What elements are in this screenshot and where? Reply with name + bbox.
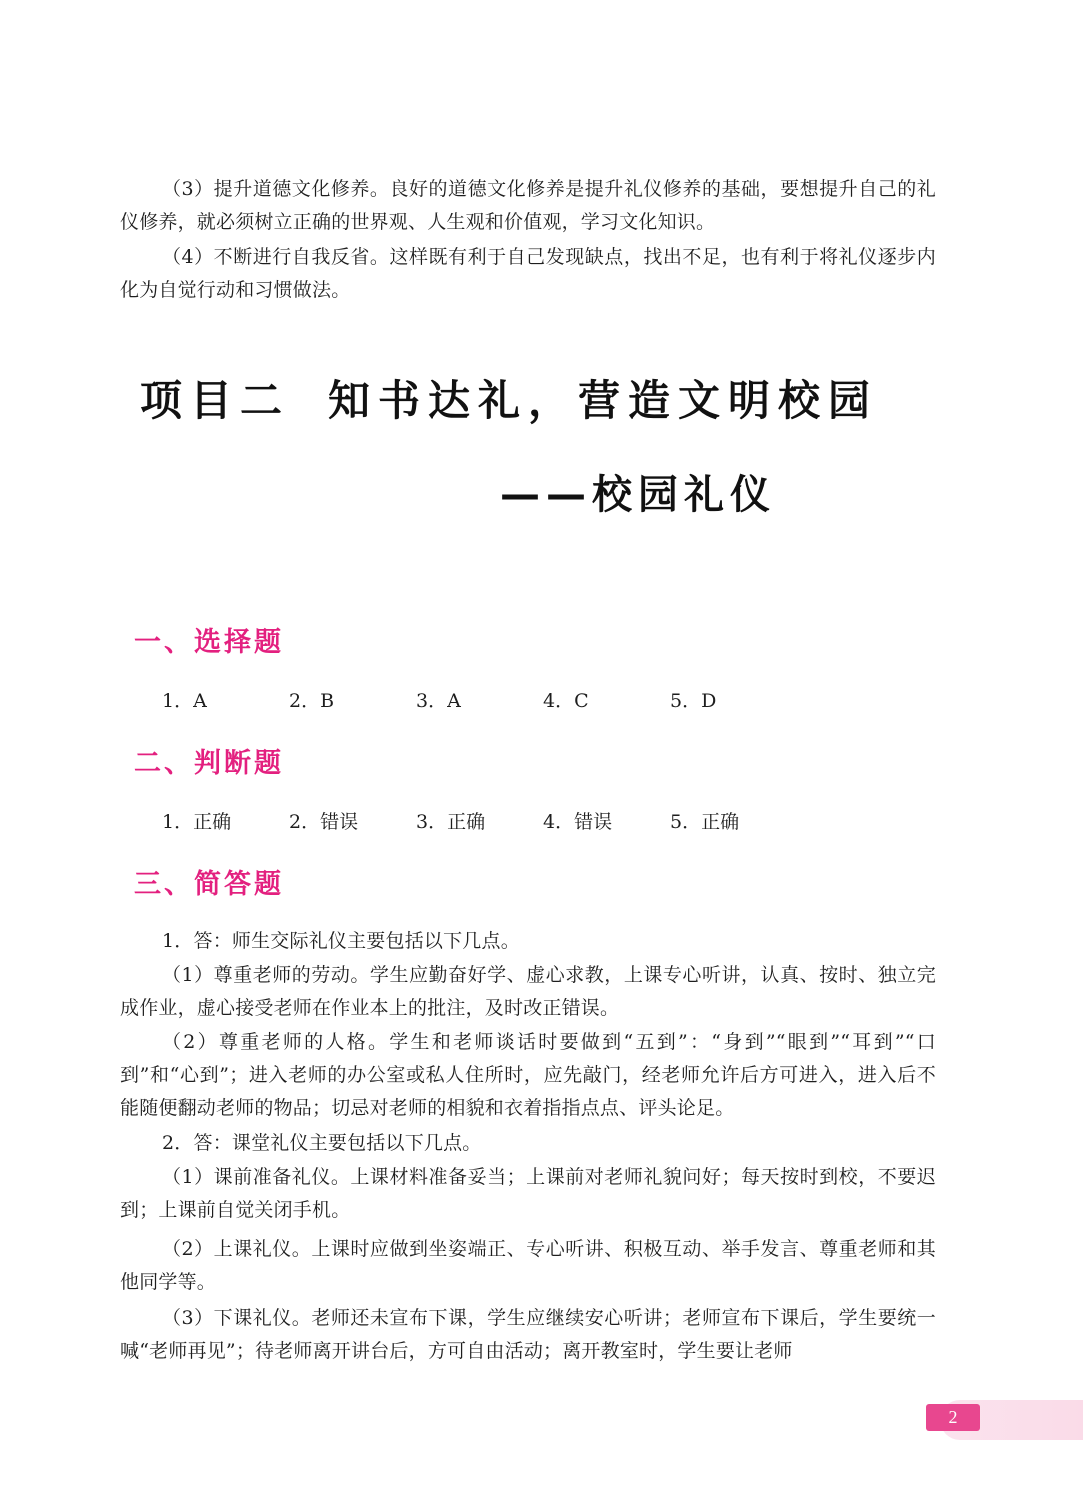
- choice-answer: 1．A: [162, 690, 207, 712]
- judge-answer: 4．错误: [543, 811, 613, 833]
- project-name: 知书达礼，营造文明校园: [328, 376, 879, 425]
- judge-answers: [162, 807, 797, 834]
- project-number: 项目二: [140, 376, 291, 425]
- project-title: [140, 368, 940, 428]
- choice-answer: 5．D: [670, 690, 717, 712]
- choice-answer: 4．C: [543, 690, 589, 712]
- choice-answer: 3．A: [416, 690, 461, 712]
- section-heading-choice: 一、选择题: [134, 627, 284, 658]
- choice-answers: [162, 686, 797, 713]
- choice-answer: 2．B: [289, 690, 335, 712]
- project-subtitle: ——校园礼仪: [500, 472, 776, 518]
- judge-answer: 2．错误: [289, 811, 359, 833]
- short-answer-paragraph: （3）下课礼仪。老师还未宣布下课，学生应继续安心听讲；老师宣布下课后，学生要统一喊“老师再见”；待老师离开讲台后，方可自由活动；离开教室时，学生要让老师: [120, 1307, 936, 1362]
- short-answer-paragraph: （2）上课礼仪。上课时应做到坐姿端正、专心听讲、积极互动、举手发言、尊重老师和其他同学等。: [120, 1238, 936, 1293]
- intro-paragraph-3: （3）提升道德文化修养。良好的道德文化修养是提升礼仪修养的基础，要想提升自己的礼仪修养，就必须树立正确的世界观、人生观和价值观，学习文化知识。: [120, 178, 936, 233]
- judge-answer: 3．正确: [416, 811, 486, 833]
- judge-answer: 5．正确: [670, 811, 740, 833]
- page-number: 2: [926, 1404, 980, 1431]
- short-answer-paragraph: （1）课前准备礼仪。上课材料准备妥当；上课前对老师礼貌问好；每天按时到校，不要迟到；上课前自觉关闭手机。: [120, 1166, 936, 1221]
- section-heading-short: 三、简答题: [134, 869, 284, 900]
- short-answer-paragraph: （1）尊重老师的劳动。学生应勤奋好学、虚心求教，上课专心听讲，认真、按时、独立完成作业，虚心接受老师在作业本上的批注，及时改正错误。: [120, 964, 936, 1019]
- intro-paragraph-4: （4）不断进行自我反省。这样既有利于自己发现缺点，找出不足，也有利于将礼仪逐步内化为自觉行动和习惯做法。: [120, 246, 936, 301]
- section-heading-judge: 二、判断题: [134, 748, 284, 779]
- short-answer-paragraph: 2．答：课堂礼仪主要包括以下几点。: [162, 1132, 482, 1154]
- short-answer-paragraph: 1．答：师生交际礼仪主要包括以下几点。: [162, 930, 520, 952]
- short-answer-paragraph: （2）尊重老师的人格。学生和老师谈话时要做到“五到”：“身到”“眼到”“耳到”“口到”和“心到”；进入老师的办公室或私人住所时，应先敲门，经老师允许后方可进入，进入后不能随便翻动老师的物品；切忌对老师的相貌和衣着指指点点、评头论足。: [120, 1031, 936, 1119]
- judge-answer: 1．正确: [162, 811, 232, 833]
